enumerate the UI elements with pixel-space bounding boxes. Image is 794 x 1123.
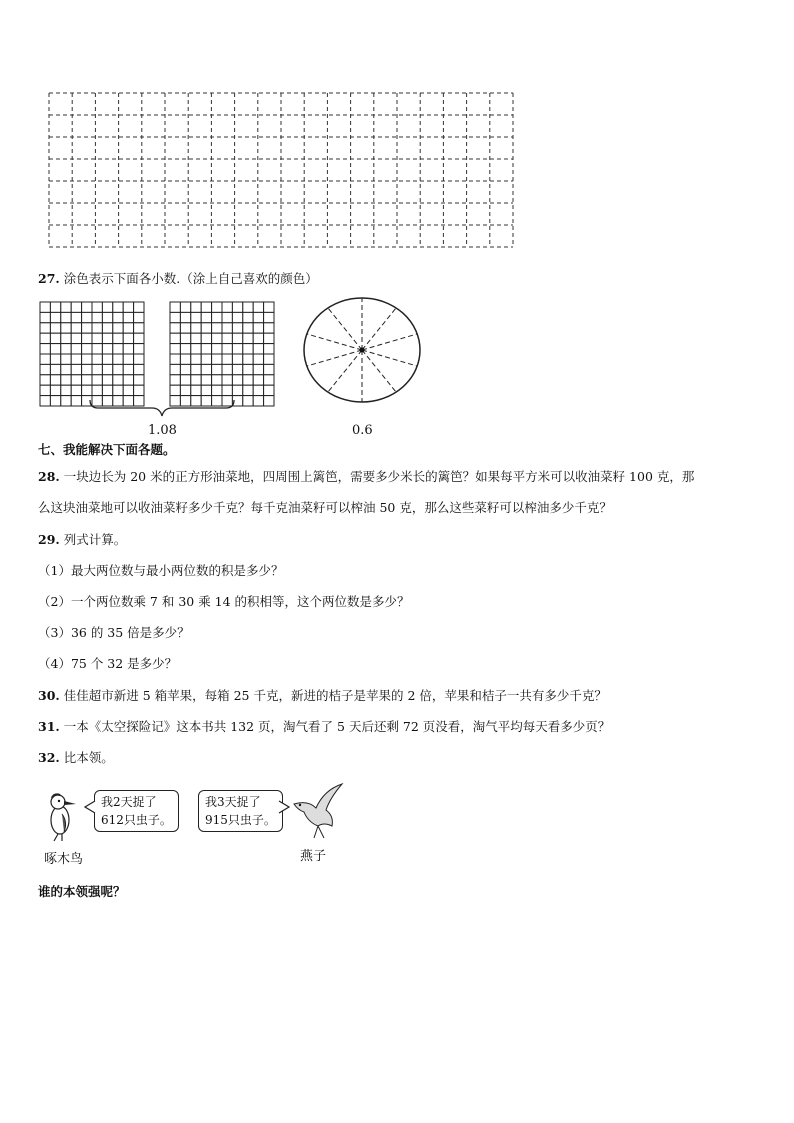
hundred-grid-cell[interactable]: [170, 364, 180, 374]
q31-line: 31. 一本《太空探险记》这本书共 132 页，淘气看了 5 天后还剩 72 页没看，淘气平均每天看多少页？: [38, 719, 611, 734]
q31-number: 31.: [38, 719, 60, 734]
hundred-grid-cell[interactable]: [134, 354, 144, 364]
hundred-grid-cell[interactable]: [201, 333, 211, 343]
hundred-grid-cell[interactable]: [61, 302, 71, 312]
hundred-grid-cell[interactable]: [82, 312, 92, 322]
hundred-grid-cell[interactable]: [82, 323, 92, 333]
hundred-grid-cell[interactable]: [123, 312, 133, 322]
hundred-grid-cell[interactable]: [201, 385, 211, 395]
hundred-grid-cell[interactable]: [243, 302, 253, 312]
hundred-grid-cell[interactable]: [61, 385, 71, 395]
dashed-answer-grid: [48, 92, 514, 248]
hundred-grid-cell[interactable]: [180, 396, 190, 406]
q29-item-4: （4）75 个 32 是多少？: [38, 656, 178, 671]
hundred-grid-cell[interactable]: [82, 364, 92, 374]
hundred-grid-cell[interactable]: [61, 344, 71, 354]
hundred-grid-right[interactable]: [170, 302, 274, 406]
hundred-grid-cell[interactable]: [71, 396, 81, 406]
hundred-grid-cell[interactable]: [61, 364, 71, 374]
hundred-grid-cell[interactable]: [71, 385, 81, 395]
hundred-grid-cell[interactable]: [71, 354, 81, 364]
hundred-grid-cell[interactable]: [40, 375, 50, 385]
hundred-grid-cell[interactable]: [222, 302, 232, 312]
q32-line: 32. 比本领。: [38, 750, 114, 765]
hundred-grid-cell[interactable]: [180, 333, 190, 343]
hundred-grid-cell[interactable]: [123, 396, 133, 406]
hundred-grid-cell[interactable]: [243, 364, 253, 374]
hundred-grid-cell[interactable]: [222, 344, 232, 354]
hundred-grid-cell[interactable]: [71, 375, 81, 385]
woodpecker-illustration: [40, 792, 90, 842]
hundred-grid-cell[interactable]: [50, 375, 60, 385]
hundred-grid-cell[interactable]: [113, 354, 123, 364]
hundred-grid-cell[interactable]: [50, 364, 60, 374]
hundred-grid-cell[interactable]: [50, 333, 60, 343]
hundred-grid-cell[interactable]: [201, 364, 211, 374]
hundred-grid-cell[interactable]: [92, 302, 102, 312]
hundred-grid-cell[interactable]: [61, 323, 71, 333]
hundred-grid-cell[interactable]: [123, 375, 133, 385]
hundred-grid-cell[interactable]: [71, 344, 81, 354]
hundred-grid-cell[interactable]: [212, 364, 222, 374]
hundred-grid-cell[interactable]: [40, 396, 50, 406]
hundred-grid-cell[interactable]: [201, 354, 211, 364]
hundred-grid-cell[interactable]: [92, 385, 102, 395]
circle-tenths-figure[interactable]: [302, 296, 426, 440]
q29-item-2: （2）一个两位数乘 7 和 30 乘 14 的积相等，这个两位数是多少？: [38, 594, 410, 609]
hundred-grid-cell[interactable]: [253, 312, 263, 322]
hundred-grid-cell[interactable]: [134, 364, 144, 374]
hundred-grid-cell[interactable]: [264, 354, 274, 364]
hundred-grid-cell[interactable]: [222, 333, 232, 343]
hundred-grid-cell[interactable]: [253, 364, 263, 374]
hundred-grid-cell[interactable]: [71, 302, 81, 312]
circle-center: [360, 348, 365, 353]
hundred-grid-cell[interactable]: [253, 396, 263, 406]
hundred-grid-left[interactable]: [40, 302, 144, 406]
hundred-grid-cell[interactable]: [253, 375, 263, 385]
hundred-grid-cell[interactable]: [243, 323, 253, 333]
hundred-grid-cell[interactable]: [71, 333, 81, 343]
hundred-grid-cell[interactable]: [92, 333, 102, 343]
hundred-grid-cell[interactable]: [232, 354, 242, 364]
q28-number: 28.: [38, 469, 60, 484]
hundred-grid-cell[interactable]: [102, 385, 112, 395]
hundred-grid-cell[interactable]: [71, 364, 81, 374]
hundred-grid-cell[interactable]: [253, 302, 263, 312]
hundred-grid-cell[interactable]: [201, 312, 211, 322]
hundred-grid-cell[interactable]: [123, 302, 133, 312]
hundred-grid-cell[interactable]: [134, 302, 144, 312]
hundred-grid-cell[interactable]: [50, 302, 60, 312]
hundred-grid-cell[interactable]: [40, 302, 50, 312]
hundred-grid-cell[interactable]: [92, 323, 102, 333]
hundred-grid-cell[interactable]: [180, 302, 190, 312]
hundred-grid-cell[interactable]: [134, 333, 144, 343]
hundred-grid-cell[interactable]: [212, 385, 222, 395]
hundred-grid-cell[interactable]: [243, 344, 253, 354]
hundred-grid-cell[interactable]: [102, 302, 112, 312]
hundred-grid-cell[interactable]: [92, 375, 102, 385]
hundred-grid-cell[interactable]: [102, 323, 112, 333]
hundred-grid-cell[interactable]: [253, 344, 263, 354]
hundred-grid-cell[interactable]: [253, 333, 263, 343]
hundred-grid-cell[interactable]: [113, 344, 123, 354]
hundred-grid-cell[interactable]: [222, 323, 232, 333]
hundred-grid-cell[interactable]: [232, 344, 242, 354]
hundred-grid-cell[interactable]: [222, 354, 232, 364]
grid-value-label: 1.08: [148, 423, 177, 438]
hundred-grid-cell[interactable]: [243, 333, 253, 343]
hundred-grid-cell[interactable]: [170, 312, 180, 322]
hundred-grid-cell[interactable]: [113, 323, 123, 333]
hundred-grid-cell[interactable]: [113, 333, 123, 343]
hundred-grid-cell[interactable]: [212, 396, 222, 406]
hundred-grid-cell[interactable]: [102, 344, 112, 354]
hundred-grid-cell[interactable]: [232, 364, 242, 374]
hundred-grid-cell[interactable]: [253, 323, 263, 333]
hundred-grid-cell[interactable]: [201, 375, 211, 385]
hundred-grid-cell[interactable]: [123, 323, 133, 333]
hundred-grid-cell[interactable]: [191, 333, 201, 343]
hundred-grid-cell[interactable]: [40, 312, 50, 322]
hundred-grid-cell[interactable]: [40, 364, 50, 374]
hundred-grid-cell[interactable]: [191, 344, 201, 354]
hundred-grid-cell[interactable]: [191, 354, 201, 364]
hundred-grid-cell[interactable]: [123, 333, 133, 343]
hundred-grid-cell[interactable]: [113, 375, 123, 385]
hundred-grid-cell[interactable]: [212, 302, 222, 312]
hundred-grid-cell[interactable]: [253, 385, 263, 395]
hundred-grid-cell[interactable]: [212, 344, 222, 354]
hundred-grid-cell[interactable]: [264, 312, 274, 322]
hundred-grid-cell[interactable]: [212, 375, 222, 385]
hundred-grid-cell[interactable]: [222, 364, 232, 374]
swallow-illustration: [288, 782, 346, 840]
hundred-grid-cell[interactable]: [170, 354, 180, 364]
hundred-grid-cell[interactable]: [40, 323, 50, 333]
hundred-grid-cell[interactable]: [82, 385, 92, 395]
hundred-grid-cell[interactable]: [113, 396, 123, 406]
hundred-grid-cell[interactable]: [212, 354, 222, 364]
hundred-grid-cell[interactable]: [92, 312, 102, 322]
hundred-grid-cell[interactable]: [82, 354, 92, 364]
hundred-grid-cell[interactable]: [232, 323, 242, 333]
q29-item-3: （3）36 的 35 倍是多少？: [38, 625, 190, 640]
hundred-grid-cell[interactable]: [232, 312, 242, 322]
q30-line: 30. 佳佳超市新进 5 箱苹果，每箱 25 千克，新进的桔子是苹果的 2 倍，苹果和桔子一共有多少千克？: [38, 688, 607, 703]
hundred-grid-cell[interactable]: [92, 354, 102, 364]
hundred-grid-cell[interactable]: [212, 333, 222, 343]
hundred-grid-cell[interactable]: [102, 333, 112, 343]
hundred-grid-cell[interactable]: [191, 396, 201, 406]
hundred-grid-cell[interactable]: [180, 323, 190, 333]
hundred-grid-cell[interactable]: [123, 344, 133, 354]
hundred-grid-cell[interactable]: [180, 312, 190, 322]
hundred-grid-cell[interactable]: [50, 312, 60, 322]
hundred-grid-cell[interactable]: [123, 354, 133, 364]
hundred-grid-cell[interactable]: [134, 396, 144, 406]
hundred-grid-cell[interactable]: [82, 375, 92, 385]
hundred-grid-cell[interactable]: [61, 396, 71, 406]
circle-value-label: 0.6: [352, 423, 373, 438]
q28-line2: 么这块油菜地可以收油菜籽多少千克？每千克油菜籽可以榨油 50 克，那么这些菜籽可以榨油多少千克？: [38, 500, 612, 515]
hundred-grid-cell[interactable]: [201, 302, 211, 312]
hundred-grid-cell[interactable]: [170, 302, 180, 312]
q29-item-1: （1）最大两位数与最小两位数的积是多少？: [38, 563, 284, 578]
swallow-speech-bubble: 我3天捉了 915只虫子。: [198, 790, 283, 832]
hundred-grid-cell[interactable]: [264, 364, 274, 374]
hundred-grid-cell[interactable]: [113, 364, 123, 374]
hundred-grid-cell[interactable]: [102, 375, 112, 385]
hundred-grid-cell[interactable]: [40, 385, 50, 395]
hundred-grid-cell[interactable]: [191, 323, 201, 333]
hundred-grid-cell[interactable]: [113, 385, 123, 395]
woodpecker-speech-bubble: 我2天捉了 612只虫子。: [94, 790, 179, 832]
hundred-grid-cell[interactable]: [243, 385, 253, 395]
hundred-grid-cell[interactable]: [61, 333, 71, 343]
woodpecker-bubble-tail: [84, 800, 96, 814]
hundred-grid-cell[interactable]: [222, 385, 232, 395]
hundred-grid-cell[interactable]: [40, 344, 50, 354]
hundred-grid-cell[interactable]: [243, 375, 253, 385]
hundred-grid-cell[interactable]: [61, 375, 71, 385]
q28-line1: 28. 一块边长为 20 米的正方形油菜地，四周围上篱笆，需要多少米长的篱笆？如果每平方米可以收油菜籽 100 克，那: [38, 469, 695, 484]
section-title: 七、我能解决下面各题。: [38, 442, 176, 457]
hundred-grid-cell[interactable]: [134, 375, 144, 385]
hundred-grid-cell[interactable]: [264, 323, 274, 333]
hundred-grid-cell[interactable]: [50, 323, 60, 333]
hundred-grid-cell[interactable]: [50, 354, 60, 364]
hundred-grid-cell[interactable]: [232, 385, 242, 395]
hundred-grid-cell[interactable]: [102, 396, 112, 406]
hundred-grid-cell[interactable]: [123, 364, 133, 374]
hundred-grid-cell[interactable]: [253, 354, 263, 364]
hundred-grid-cell[interactable]: [180, 364, 190, 374]
decimal-grids-figure: [38, 300, 288, 440]
hundred-grid-cell[interactable]: [180, 375, 190, 385]
hundred-grid-cell[interactable]: [264, 375, 274, 385]
hundred-grid-cell[interactable]: [170, 333, 180, 343]
q27-text: 涂色表示下面各小数.（涂上自己喜欢的颜色）: [63, 271, 318, 286]
q27-number: 27.: [38, 271, 60, 286]
hundred-grid-cell[interactable]: [82, 333, 92, 343]
hundred-grid-cell[interactable]: [134, 385, 144, 395]
q29-line: 29. 列式计算。: [38, 532, 127, 547]
hundred-grid-cell[interactable]: [201, 344, 211, 354]
hundred-grid-cell[interactable]: [170, 344, 180, 354]
hundred-grid-cell[interactable]: [50, 396, 60, 406]
hundred-grid-cell[interactable]: [113, 312, 123, 322]
hundred-grid-cell[interactable]: [180, 354, 190, 364]
hundred-grid-cell[interactable]: [232, 302, 242, 312]
hundred-grid-cell[interactable]: [102, 312, 112, 322]
hundred-grid-cell[interactable]: [180, 344, 190, 354]
hundred-grid-cell[interactable]: [40, 333, 50, 343]
q27-line: [38, 271, 318, 287]
hundred-grid-cell[interactable]: [191, 364, 201, 374]
hundred-grid-cell[interactable]: [92, 396, 102, 406]
hundred-grid-cell[interactable]: [232, 333, 242, 343]
hundred-grid-cell[interactable]: [71, 312, 81, 322]
hundred-grid-cell[interactable]: [222, 312, 232, 322]
hundred-grid-cell[interactable]: [212, 323, 222, 333]
hundred-grid-cell[interactable]: [92, 344, 102, 354]
hundred-grid-cell[interactable]: [102, 354, 112, 364]
hundred-grid-cell[interactable]: [102, 364, 112, 374]
q30-number: 30.: [38, 688, 60, 703]
hundred-grid-cell[interactable]: [264, 396, 274, 406]
hundred-grid-cell[interactable]: [170, 375, 180, 385]
hundred-grid-cell[interactable]: [170, 396, 180, 406]
hundred-grid-cell[interactable]: [113, 302, 123, 312]
hundred-grid-cell[interactable]: [40, 354, 50, 364]
hundred-grid-cell[interactable]: [191, 312, 201, 322]
q32-question: 谁的本领强呢？: [38, 884, 126, 899]
hundred-grid-cell[interactable]: [170, 323, 180, 333]
hundred-grid-cell[interactable]: [191, 385, 201, 395]
q29-number: 29.: [38, 532, 60, 547]
hundred-grid-cell[interactable]: [134, 344, 144, 354]
hundred-grid-cell[interactable]: [201, 396, 211, 406]
hundred-grid-cell[interactable]: [50, 344, 60, 354]
woodpecker-label: 啄木鸟: [44, 852, 84, 867]
hundred-grid-cell[interactable]: [264, 344, 274, 354]
hundred-grid-cell[interactable]: [71, 323, 81, 333]
hundred-grid-cell[interactable]: [134, 312, 144, 322]
hundred-grid-cell[interactable]: [222, 375, 232, 385]
hundred-grid-cell[interactable]: [243, 396, 253, 406]
hundred-grid-cell[interactable]: [232, 375, 242, 385]
hundred-grid-cell[interactable]: [92, 364, 102, 374]
hundred-grid-cell[interactable]: [264, 333, 274, 343]
hundred-grid-cell[interactable]: [201, 323, 211, 333]
hundred-grid-cell[interactable]: [61, 312, 71, 322]
hundred-grid-cell[interactable]: [243, 354, 253, 364]
hundred-grid-cell[interactable]: [123, 385, 133, 395]
hundred-grid-cell[interactable]: [170, 385, 180, 395]
hundred-grid-cell[interactable]: [222, 396, 232, 406]
hundred-grid-cell[interactable]: [191, 302, 201, 312]
hundred-grid-cell[interactable]: [212, 312, 222, 322]
hundred-grid-cell[interactable]: [82, 344, 92, 354]
hundred-grid-cell[interactable]: [82, 302, 92, 312]
hundred-grid-cell[interactable]: [180, 385, 190, 395]
hundred-grid-cell[interactable]: [61, 354, 71, 364]
hundred-grid-cell[interactable]: [134, 323, 144, 333]
q32-number: 32.: [38, 750, 60, 765]
hundred-grid-cell[interactable]: [243, 312, 253, 322]
swallow-label: 燕子: [300, 849, 327, 864]
hundred-grid-cell[interactable]: [264, 385, 274, 395]
hundred-grid-cell[interactable]: [264, 302, 274, 312]
hundred-grid-cell[interactable]: [50, 385, 60, 395]
hundred-grid-cell[interactable]: [191, 375, 201, 385]
